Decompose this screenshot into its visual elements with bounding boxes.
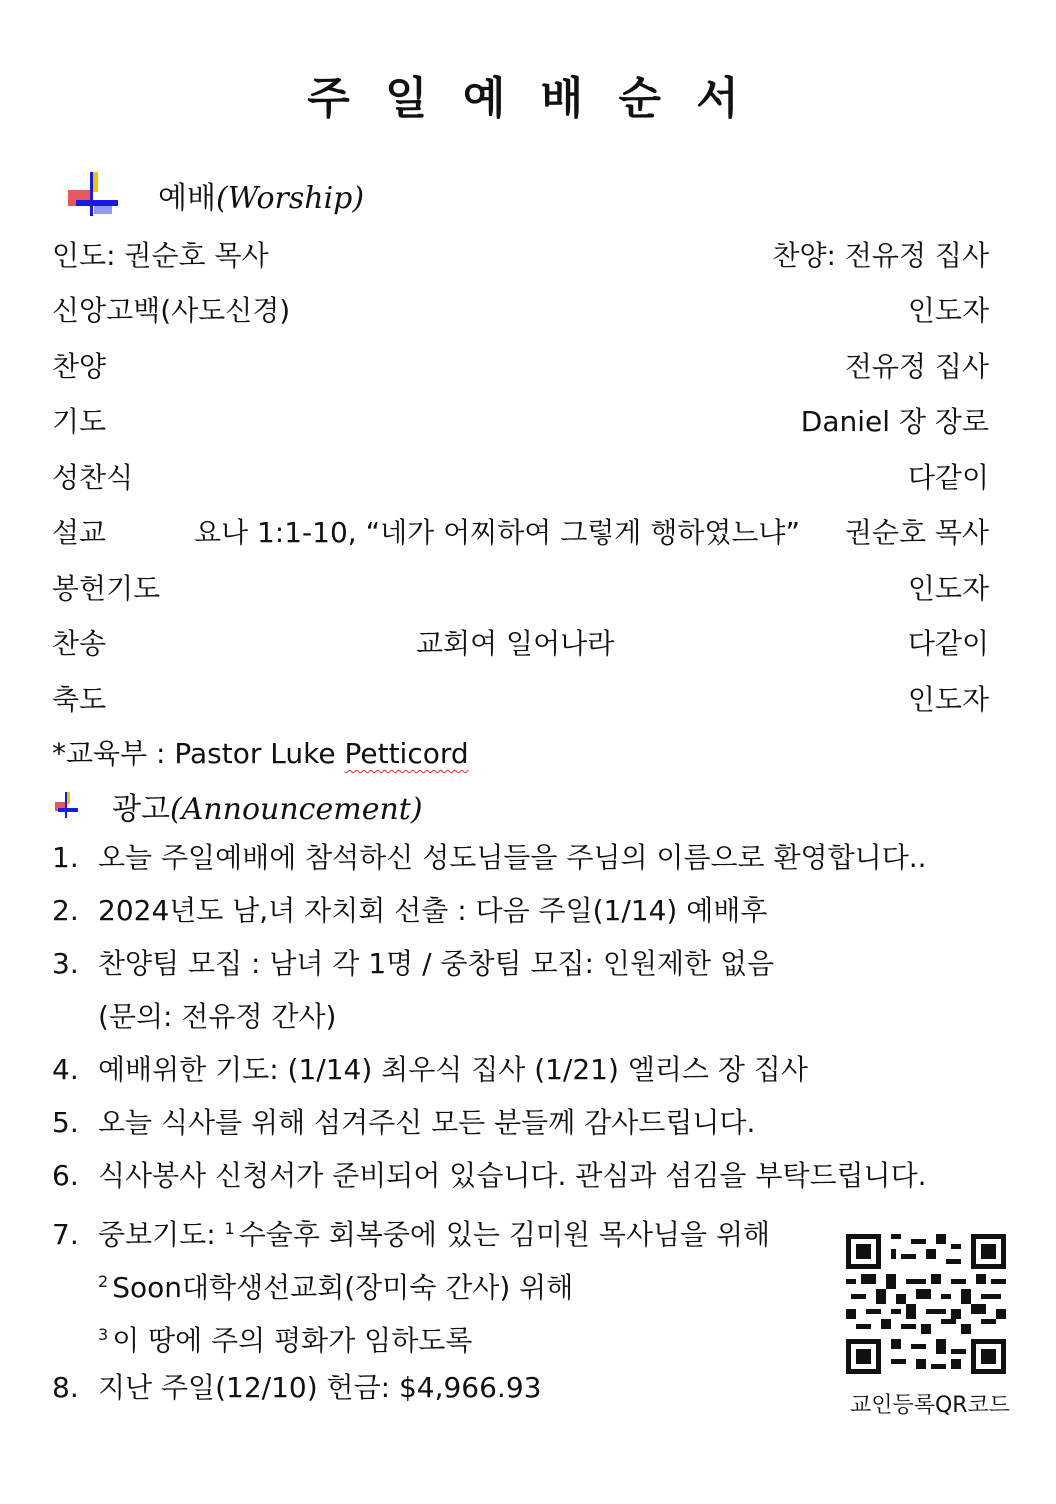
sermon-detail: 요나 1:1-10, “네가 어찌하여 그렇게 행하였느냐” xyxy=(194,516,800,549)
prayer-mark: 1 xyxy=(224,1219,235,1238)
announcement-item: 7. 중보기도: $^1$ 수술후 회복중에 있는 김미원 목사님을 위해 xyxy=(52,1218,771,1251)
order-row xyxy=(52,513,989,553)
prayer-item-row xyxy=(98,1262,573,1308)
order-row xyxy=(52,569,989,609)
order-person: 다같이 xyxy=(907,627,989,660)
announcement-continuation: (문의: 전유정 간사) xyxy=(98,1000,337,1033)
praise-leader-text: 찬양: 전유정 집사 xyxy=(772,239,989,272)
leader-text: 인도: 권순호 목사 xyxy=(52,239,269,272)
order-item: 찬송 xyxy=(52,627,107,660)
order-item: 축도 xyxy=(52,683,107,716)
order-row xyxy=(52,291,989,331)
order-item: 기도 xyxy=(52,405,107,438)
order-person: 다같이 xyxy=(907,461,989,494)
order-item: 봉헌기도 xyxy=(52,572,161,605)
prayer-mark: 3 xyxy=(98,1325,109,1344)
announcement-item: 4. 예배위한 기도: (1/14) 최우식 집사 (1/21) 엘리스 장 집사 xyxy=(52,1053,808,1086)
order-person: 인도자 xyxy=(907,294,989,327)
order-row xyxy=(52,402,989,442)
order-person: 인도자 xyxy=(907,683,989,716)
leader-row xyxy=(52,236,989,276)
qr-code-icon[interactable] xyxy=(846,1234,1006,1374)
announcement-heading-text: 광고(Announcement) xyxy=(112,792,423,827)
announcement-item: 3. 찬양팀 모집 : 남녀 각 1명 / 중창팀 모집: 인원제한 없음 xyxy=(52,947,775,980)
order-row xyxy=(52,347,989,387)
page-title: 주 일 예 배 순 서 xyxy=(307,73,749,124)
order-row xyxy=(52,458,989,498)
order-person: 인도자 xyxy=(907,572,989,605)
qr-label: 교인등록QR코드 xyxy=(849,1393,1011,1418)
announcement-item: 6. 식사봉사 신청서가 준비되어 있습니다. 관심과 섬김을 부탁드립니다. xyxy=(52,1159,927,1192)
order-person: 권순호 목사 xyxy=(844,516,989,549)
order-item: 찬양 xyxy=(52,350,107,383)
announcement-item: 8. 지난 주일(12/10) 헌금: $4,966.93 xyxy=(52,1371,542,1404)
prayer-item: 수술후 회복중에 있는 김미원 목사님을 위해 xyxy=(238,1218,771,1251)
announcement-item: 2. 2024년도 남,녀 자치회 선출 : 다음 주일(1/14) 예배후 xyxy=(52,894,768,927)
cross-icon xyxy=(54,791,80,821)
hymn-title: 교회여 일어나라 xyxy=(416,627,615,660)
announcement-item: 5. 오늘 식사를 위해 섬겨주신 모든 분들께 감사드립니다. xyxy=(52,1106,756,1139)
worship-heading-text: 예배(Worship) xyxy=(158,181,365,216)
cross-icon xyxy=(66,170,122,220)
prayer-mark: 2 xyxy=(98,1272,109,1291)
order-item: 성찬식 xyxy=(52,461,134,494)
prayer-item-row xyxy=(98,1315,472,1361)
order-person: Daniel 장 장로 xyxy=(800,405,989,438)
prayer-item: 이 땅에 주의 평화가 임하도록 xyxy=(112,1324,473,1357)
announcement-heading xyxy=(54,784,423,828)
order-row xyxy=(52,624,989,664)
education-note: *교육부 : Pastor Luke Petticord xyxy=(52,737,469,770)
order-item: 설교 xyxy=(52,516,107,549)
order-item: 신앙고백(사도신경) xyxy=(52,294,291,327)
prayer-item: Soon대학생선교회(장미숙 간사) 위해 xyxy=(112,1271,574,1304)
announcement-item: 1. 오늘 주일예배에 참석하신 성도님들을 주님의 이름으로 환영합니다.. xyxy=(52,841,927,874)
worship-heading xyxy=(66,170,364,220)
order-person: 전유정 집사 xyxy=(844,350,989,383)
order-row xyxy=(52,680,989,720)
